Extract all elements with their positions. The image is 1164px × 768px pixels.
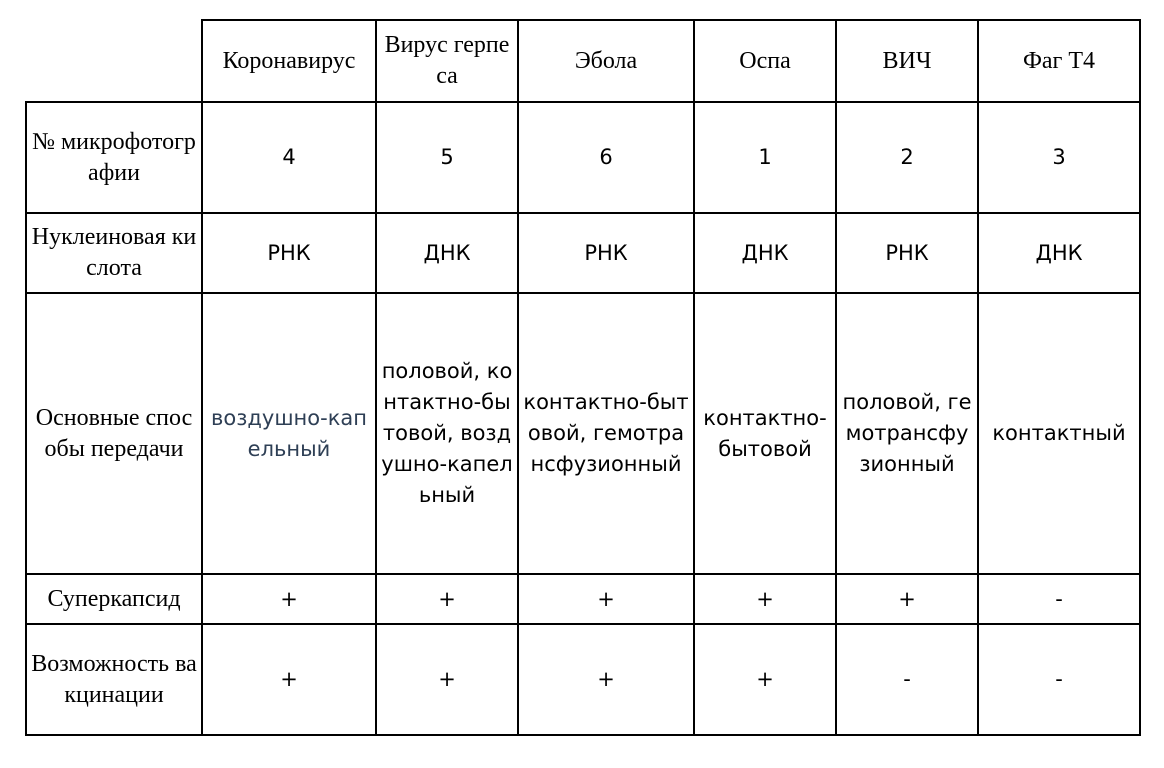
table-cell: 3 [978,102,1140,213]
table-cell: контактно-бытовой, гемотрансфузионный [518,293,694,574]
table-cell: + [518,574,694,624]
table-cell: 2 [836,102,978,213]
virus-comparison-table [25,19,1141,736]
table-cell: контактный [978,293,1140,574]
table-cell: РНК [836,213,978,293]
header-phage-t4: Фаг Т4 [978,20,1140,102]
table-cell: + [376,574,518,624]
table-cell: половой, гемотрансфузионный [836,293,978,574]
table-row [26,213,1140,293]
table-row [26,102,1140,213]
table-cell: ДНК [694,213,836,293]
table-cell: контактно-бытовой [694,293,836,574]
header-hiv: ВИЧ [836,20,978,102]
table-cell: 1 [694,102,836,213]
table-cell: - [978,624,1140,735]
table-cell: 4 [202,102,376,213]
table-cell: + [202,624,376,735]
table-cell: РНК [202,213,376,293]
table-cell: 5 [376,102,518,213]
row-label-micrograph-number: № микрофотографии [26,102,202,213]
row-label-supercapsid: Суперкапсид [26,574,202,624]
table-row [26,624,1140,735]
row-label-nucleic-acid: Нуклеиновая кислота [26,213,202,293]
table-cell: + [376,624,518,735]
corner-cell [26,20,202,102]
table-cell: ДНК [376,213,518,293]
table-cell: воздушно-капельный [202,293,376,574]
header-herpes: Вирус герпеса [376,20,518,102]
table-cell: - [978,574,1140,624]
table-row [26,293,1140,574]
header-ebola: Эбола [518,20,694,102]
table-cell: - [836,624,978,735]
header-coronavirus: Коронавирус [202,20,376,102]
row-label-transmission: Основные способы передачи [26,293,202,574]
header-smallpox: Оспа [694,20,836,102]
row-label-vaccination: Возможность вакцинации [26,624,202,735]
table-cell: 6 [518,102,694,213]
table-cell: ДНК [978,213,1140,293]
table-row [26,574,1140,624]
table-cell: + [518,624,694,735]
header-row [26,20,1140,102]
table-cell: половой, контактно-бытовой, воздушно-капельный [376,293,518,574]
table-cell: РНК [518,213,694,293]
table-cell: + [694,574,836,624]
table-cell: + [202,574,376,624]
table-cell: + [694,624,836,735]
table-cell: + [836,574,978,624]
